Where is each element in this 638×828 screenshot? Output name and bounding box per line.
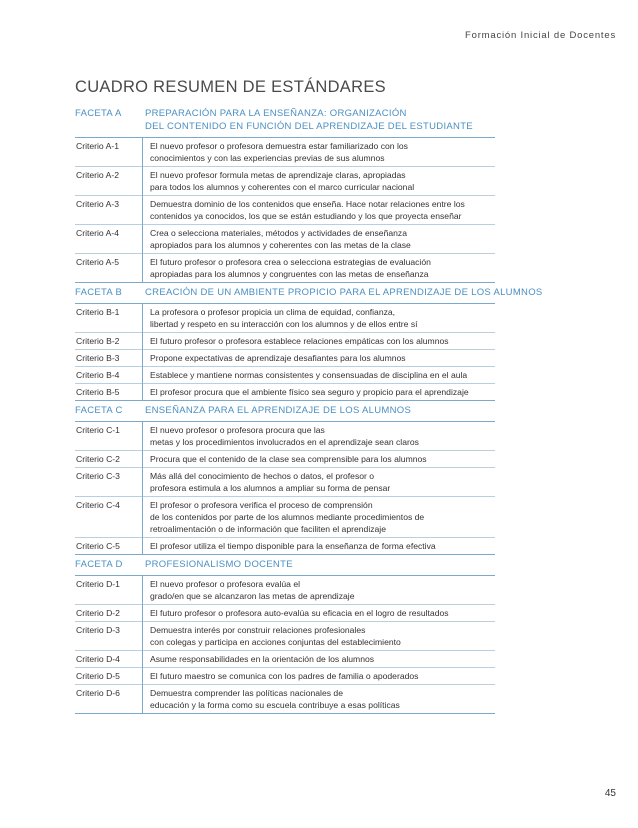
criterion-description-line: El nuevo profesor o profesora procura que las xyxy=(150,425,325,435)
criterion-description-line: educación y la forma como su escuela contribuye a esas políticas xyxy=(150,700,400,710)
criterion-description-line: Demuestra dominio de los contenidos que enseña. Hace notar relaciones entre los xyxy=(150,199,465,209)
criterion-label: Criterio D-4 xyxy=(75,651,143,668)
criterion-description xyxy=(143,196,496,225)
running-header: Formación Inicial de Docentes xyxy=(465,30,616,41)
criterion-description xyxy=(143,685,496,714)
criterion-description-line: El futuro maestro se comunica con los padres de familia o apoderados xyxy=(150,671,419,681)
criterion-description xyxy=(143,497,496,538)
facet-label: FACETA A xyxy=(75,108,122,119)
criterion-row xyxy=(75,497,495,538)
criterion-description xyxy=(143,304,496,333)
criterion-label: Criterio B-1 xyxy=(75,304,143,333)
criterion-description-line: Demuestra interés por construir relaciones profesionales xyxy=(150,625,366,635)
criterion-description xyxy=(143,138,496,167)
criterion-description-line: Asume responsabilidades en la orientación de los alumnos xyxy=(150,654,375,664)
facet-title xyxy=(145,286,543,299)
criterion-description-line: retroalimentación o de información que faciliten el aprendizaje xyxy=(150,524,386,534)
criterion-description-line: El profesor procura que el ambiente físico sea seguro y propicio para el aprendizaje xyxy=(150,387,469,397)
criterion-description-line: apropiados para los alumnos y coherentes con las metas de la clase xyxy=(150,240,411,250)
standards-summary xyxy=(75,104,543,714)
criterion-description xyxy=(143,422,496,451)
criterion-description xyxy=(143,651,496,668)
criterion-description xyxy=(143,538,496,555)
page-number: 45 xyxy=(604,788,616,799)
criterion-description-line: Establece y mantiene normas consistentes y consensuadas de disciplina en el aula xyxy=(150,370,468,380)
criteria-table xyxy=(75,137,495,283)
facet-heading xyxy=(75,558,495,571)
facet-label: FACETA B xyxy=(75,287,123,298)
criterion-description xyxy=(143,576,496,605)
criterion-description xyxy=(143,668,496,685)
facet-title xyxy=(145,558,495,571)
facet-heading xyxy=(75,404,495,417)
criterion-description xyxy=(143,225,496,254)
criteria-table xyxy=(75,575,495,714)
criterion-description xyxy=(143,622,496,651)
criterion-row xyxy=(75,451,495,468)
facet-title-line: DEL CONTENIDO EN FUNCIÓN DEL APRENDIZAJE DEL ESTUDIANTE xyxy=(145,121,473,132)
criterion-label: Criterio C-2 xyxy=(75,451,143,468)
criterion-label: Criterio B-3 xyxy=(75,350,143,367)
criterion-description-line: Demuestra comprender las políticas nacionales de xyxy=(150,688,343,698)
criterion-description xyxy=(143,254,496,283)
criterion-label: Criterio A-4 xyxy=(75,225,143,254)
criterion-row xyxy=(75,254,495,283)
criterion-description-line: El futuro profesor o profesora auto-evalúa su eficacia en el logro de resultados xyxy=(150,608,449,618)
criterion-description-line: grado/en que se alcanzaron las metas de aprendizaje xyxy=(150,591,355,601)
criterion-description-line: con colegas y participa en acciones conjuntas del establecimiento xyxy=(150,637,401,647)
criterion-description xyxy=(143,167,496,196)
criterion-label: Criterio C-3 xyxy=(75,468,143,497)
criterion-row xyxy=(75,196,495,225)
criteria-table xyxy=(75,303,495,401)
criterion-row xyxy=(75,167,495,196)
facet-title-line: PROFESIONALISMO DOCENTE xyxy=(145,559,293,570)
criterion-description-line: El nuevo profesor o profesora evalúa el xyxy=(150,579,301,589)
criterion-label: Criterio C-5 xyxy=(75,538,143,555)
facet-label: FACETA C xyxy=(75,405,123,416)
criterion-label: Criterio D-5 xyxy=(75,668,143,685)
criterion-description xyxy=(143,367,496,384)
criterion-row xyxy=(75,605,495,622)
criterion-row xyxy=(75,422,495,451)
criterion-label: Criterio B-2 xyxy=(75,333,143,350)
criterion-description-line: de los contenidos por parte de los alumnos mediante procedimientos de xyxy=(150,512,425,522)
criterion-description-line: metas y los procedimientos involucrados en el aprendizaje sean claros xyxy=(150,437,419,447)
criterion-label: Criterio C-4 xyxy=(75,497,143,538)
criterion-label: Criterio A-2 xyxy=(75,167,143,196)
facet-label: FACETA D xyxy=(75,559,123,570)
criterion-description-line: Más allá del conocimiento de hechos o datos, el profesor o xyxy=(150,471,375,481)
criterion-description-line: La profesora o profesor propicia un clima de equidad, confianza, xyxy=(150,307,396,317)
facet-heading xyxy=(75,286,543,299)
criterion-row xyxy=(75,685,495,714)
criterion-description-line: conocimientos y con las experiencias previas de sus alumnos xyxy=(150,153,385,163)
criterion-description-line: El nuevo profesor formula metas de aprendizaje claras, apropiadas xyxy=(150,170,406,180)
criterion-label: Criterio D-2 xyxy=(75,605,143,622)
facet-title-line: CREACIÓN DE UN AMBIENTE PROPICIO PARA EL APRENDIZAJE DE LOS ALUMNOS xyxy=(145,287,543,298)
criterion-description-line: libertad y respeto en su interacción con los alumnos y de ellos entre sí xyxy=(150,319,418,329)
criterion-description xyxy=(143,333,496,350)
page-title: CUADRO RESUMEN DE ESTÁNDARES xyxy=(75,78,386,96)
criterion-label: Criterio D-6 xyxy=(75,685,143,714)
facet-heading xyxy=(75,107,495,133)
criterion-label: Criterio B-5 xyxy=(75,384,143,401)
criterion-row xyxy=(75,576,495,605)
criterion-row xyxy=(75,468,495,497)
criterion-row xyxy=(75,384,495,401)
criterion-description-line: contenidos ya conocidos, los que se están estudiando y los que proyecta enseñar xyxy=(150,211,462,221)
criterion-description xyxy=(143,350,496,367)
criterion-description-line: profesora estimula a los alumnos a ampliar su forma de pensar xyxy=(150,483,391,493)
criterion-row xyxy=(75,538,495,555)
criterion-description-line: Propone expectativas de aprendizaje desafiantes para los alumnos xyxy=(150,353,406,363)
criterion-row xyxy=(75,651,495,668)
criterion-description-line: para todos los alumnos y coherentes con el marco curricular nacional xyxy=(150,182,415,192)
criterion-row xyxy=(75,367,495,384)
criterion-row xyxy=(75,350,495,367)
criterion-row xyxy=(75,304,495,333)
criterion-label: Criterio D-3 xyxy=(75,622,143,651)
criterion-description-line: El futuro profesor o profesora establece relaciones empáticas con los alumnos xyxy=(150,336,449,346)
criteria-table xyxy=(75,421,495,555)
criterion-description-line: El nuevo profesor o profesora demuestra estar familiarizado con los xyxy=(150,141,408,151)
criterion-row xyxy=(75,622,495,651)
criterion-label: Criterio A-5 xyxy=(75,254,143,283)
criterion-description-line: El profesor o profesora verifica el proceso de comprensión xyxy=(150,500,373,510)
criterion-label: Criterio A-3 xyxy=(75,196,143,225)
criterion-description xyxy=(143,451,496,468)
criterion-row xyxy=(75,138,495,167)
criterion-description-line: Procura que el contenido de la clase sea comprensible para los alumnos xyxy=(150,454,427,464)
criterion-label: Criterio B-4 xyxy=(75,367,143,384)
facet-title-line: PREPARACIÓN PARA LA ENSEÑANZA: ORGANIZACIÓN xyxy=(145,108,407,119)
criterion-description xyxy=(143,468,496,497)
facet-title xyxy=(145,404,495,417)
criterion-row xyxy=(75,333,495,350)
criterion-label: Criterio D-1 xyxy=(75,576,143,605)
criterion-description xyxy=(143,384,496,401)
facet-title-line: ENSEÑANZA PARA EL APRENDIZAJE DE LOS ALUMNOS xyxy=(145,405,412,416)
criterion-row xyxy=(75,225,495,254)
criterion-label: Criterio A-1 xyxy=(75,138,143,167)
criterion-row xyxy=(75,668,495,685)
criterion-description-line: Crea o selecciona materiales, métodos y actividades de enseñanza xyxy=(150,228,408,238)
criterion-description-line: El futuro profesor o profesora crea o selecciona estrategias de evaluación xyxy=(150,257,431,267)
criterion-description-line: apropiadas para los alumnos y congruentes con las metas de enseñanza xyxy=(150,269,429,279)
criterion-description xyxy=(143,605,496,622)
criterion-label: Criterio C-1 xyxy=(75,422,143,451)
criterion-description-line: El profesor utiliza el tiempo disponible para la enseñanza de forma efectiva xyxy=(150,541,436,551)
facet-title xyxy=(145,107,495,133)
